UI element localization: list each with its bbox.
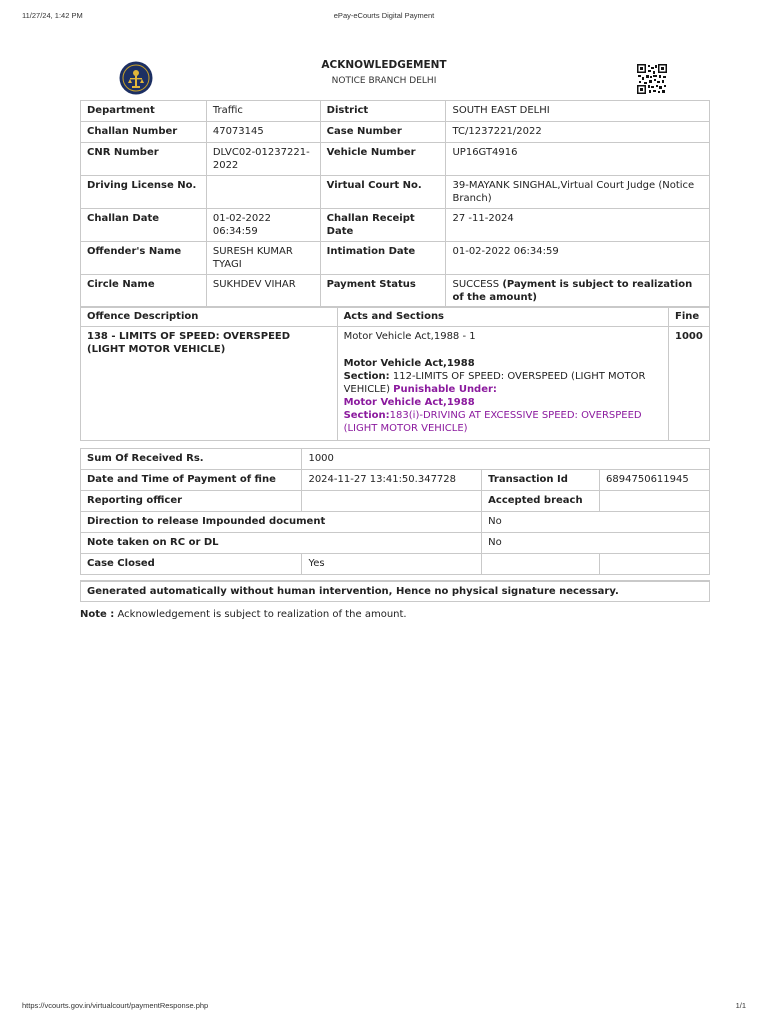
print-page-title: ePay-eCourts Digital Payment xyxy=(333,11,435,20)
offence-table xyxy=(80,306,710,441)
punish-section-label: Section: xyxy=(343,410,390,421)
offender-name-label: Offender's Name xyxy=(81,242,207,275)
table-row xyxy=(81,176,710,209)
section-text: 112-LIMITS OF SPEED: OVERSPEED (LIGHT MOTOR VEHICLE) xyxy=(343,371,646,395)
section-label: Section: xyxy=(343,371,390,382)
department-value: Traffic xyxy=(206,101,320,122)
challan-details-table xyxy=(80,100,710,308)
case-number-value: TC/1237221/2022 xyxy=(446,122,710,143)
circle-name-value: SUKHDEV VIHAR xyxy=(206,275,320,308)
virtual-court-value: 39-MAYANK SINGHAL,Virtual Court Judge (Notice Branch) xyxy=(446,176,710,209)
payment-status-label: Payment Status xyxy=(320,275,446,308)
table-row xyxy=(81,242,710,275)
signature-statement: Generated automatically without human intervention, Hence no physical signature necessary. xyxy=(81,581,710,602)
act-name: Motor Vehicle Act,1988 xyxy=(343,358,475,369)
note-rc-dl-value: No xyxy=(482,533,710,554)
cnr-label: CNR Number xyxy=(81,143,207,176)
table-row xyxy=(81,554,710,575)
punish-section-text: 183(i)-DRIVING AT EXCESSIVE SPEED: OVERSPEED (LIGHT MOTOR VEHICLE) xyxy=(343,410,642,434)
section-line xyxy=(344,370,662,396)
table-row xyxy=(81,512,710,533)
payment-status-text: SUCCESS xyxy=(452,279,500,290)
table-row xyxy=(81,491,710,512)
act-line: Motor Vehicle Act,1988 - 1 xyxy=(343,331,476,342)
table-row xyxy=(81,470,710,491)
transaction-id-value: 6894750611945 xyxy=(600,470,710,491)
page-title: ACKNOWLEDGEMENT xyxy=(321,59,447,71)
acts-sections-header: Acts and Sections xyxy=(337,307,668,327)
accepted-breach-value xyxy=(600,491,710,512)
payment-details-table xyxy=(80,448,710,575)
challan-date-label: Challan Date xyxy=(81,209,207,242)
payment-status-value xyxy=(446,275,710,308)
virtual-court-label: Virtual Court No. xyxy=(320,176,446,209)
payment-datetime-label: Date and Time of Payment of fine xyxy=(81,470,302,491)
direction-release-label: Direction to release Impounded document xyxy=(81,512,482,533)
table-row xyxy=(81,327,710,441)
fine-header: Fine xyxy=(668,307,709,327)
page-subtitle: NOTICE BRANCH DELHI xyxy=(331,76,437,86)
cnr-value: DLVC02-01237221-2022 xyxy=(206,143,320,176)
table-row xyxy=(81,581,710,602)
challan-number-label: Challan Number xyxy=(81,122,207,143)
punish-section-line xyxy=(344,409,662,435)
intimation-date-label: Intimation Date xyxy=(320,242,446,275)
accepted-breach-label: Accepted breach xyxy=(482,491,600,512)
challan-number-value: 47073145 xyxy=(206,122,320,143)
print-url: https://vcourts.gov.in/virtualcourt/paymentResponse.php xyxy=(22,1001,209,1010)
payment-status-note: (Payment is subject to realization of the amount) xyxy=(452,279,693,303)
table-row xyxy=(81,122,710,143)
department-label: Department xyxy=(81,101,207,122)
note-label: Note : xyxy=(80,609,115,620)
print-datetime: 11/27/24, 1:42 PM xyxy=(22,11,83,20)
acts-sections-cell xyxy=(337,327,668,441)
district-value: SOUTH EAST DELHI xyxy=(446,101,710,122)
punishable-label: Punishable Under: xyxy=(393,384,497,395)
empty-cell xyxy=(600,554,710,575)
case-closed-value: Yes xyxy=(302,554,482,575)
empty-cell xyxy=(482,554,600,575)
offence-description: 138 - LIMITS OF SPEED: OVERSPEED (LIGHT MOTOR VEHICLE) xyxy=(81,327,338,441)
table-row xyxy=(81,143,710,176)
district-label: District xyxy=(320,101,446,122)
vehicle-number-label: Vehicle Number xyxy=(320,143,446,176)
transaction-id-label: Transaction Id xyxy=(482,470,600,491)
challan-receipt-date-label: Challan Receipt Date xyxy=(320,209,446,242)
challan-receipt-date-value: 27 -11-2024 xyxy=(446,209,710,242)
direction-release-value: No xyxy=(482,512,710,533)
qr-code-icon xyxy=(637,64,667,94)
fine-value: 1000 xyxy=(668,327,709,441)
table-row xyxy=(81,449,710,470)
vehicle-number-value: UP16GT4916 xyxy=(446,143,710,176)
punish-act: Motor Vehicle Act,1988 xyxy=(343,397,475,408)
table-row xyxy=(81,209,710,242)
sum-received-label: Sum Of Received Rs. xyxy=(81,449,302,470)
intimation-date-value: 01-02-2022 06:34:59 xyxy=(446,242,710,275)
table-row xyxy=(81,533,710,554)
signature-statement-table xyxy=(80,580,710,602)
table-row xyxy=(81,275,710,308)
print-footer xyxy=(22,1001,746,1013)
print-header xyxy=(22,11,746,23)
reporting-officer-label: Reporting officer xyxy=(81,491,302,512)
case-closed-label: Case Closed xyxy=(81,554,302,575)
note-rc-dl-label: Note taken on RC or DL xyxy=(81,533,482,554)
table-row xyxy=(81,101,710,122)
case-number-label: Case Number xyxy=(320,122,446,143)
note-text: Acknowledgement is subject to realization of the amount. xyxy=(117,609,407,620)
driving-license-label: Driving License No. xyxy=(81,176,207,209)
table-row xyxy=(81,307,710,327)
reporting-officer-value xyxy=(302,491,482,512)
driving-license-value xyxy=(206,176,320,209)
acknowledgement-note xyxy=(80,609,407,620)
offence-description-header: Offence Description xyxy=(81,307,338,327)
challan-date-value: 01-02-2022 06:34:59 xyxy=(206,209,320,242)
payment-datetime-value: 2024-11-27 13:41:50.347728 xyxy=(302,470,482,491)
sum-received-value: 1000 xyxy=(302,449,710,470)
circle-name-label: Circle Name xyxy=(81,275,207,308)
offender-name-value: SURESH KUMAR TYAGI xyxy=(206,242,320,275)
print-page-number: 1/1 xyxy=(735,1001,746,1010)
